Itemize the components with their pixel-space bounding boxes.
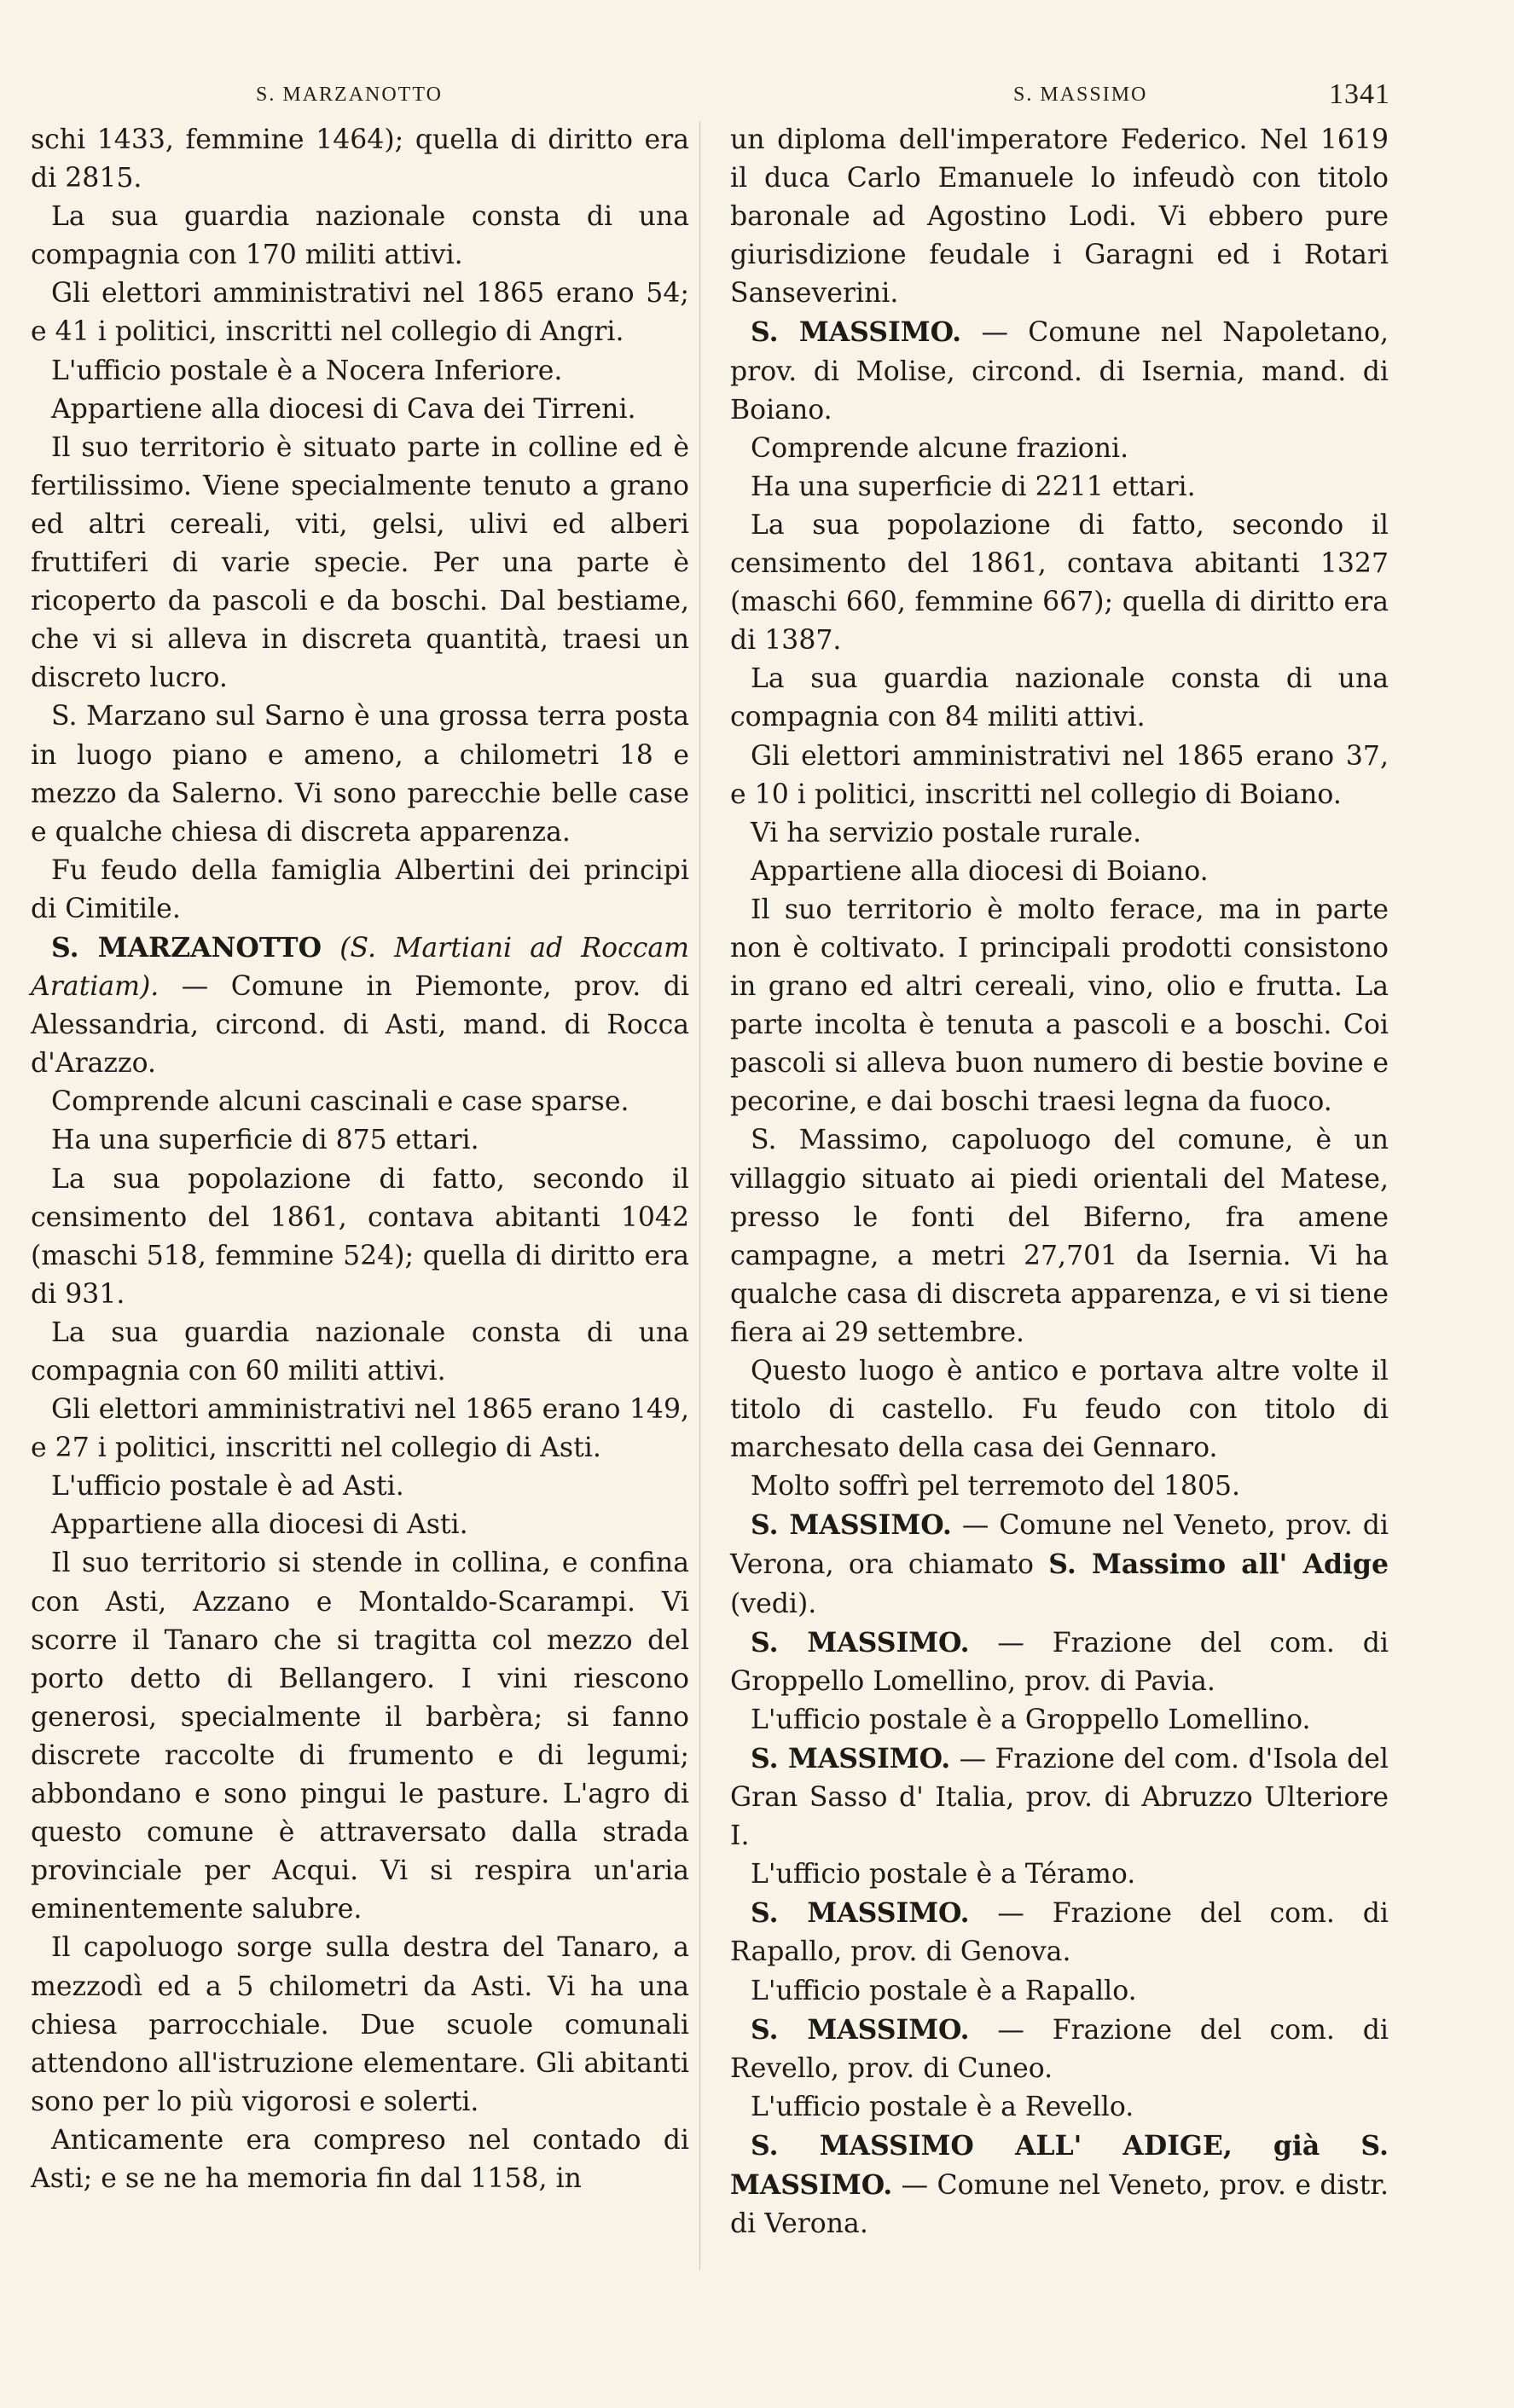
paragraph: L'ufficio postale è ad Asti. xyxy=(51,1471,404,1502)
paragraph: La sua guardia nazionale consta di una compagnia con 84 militi attivi. xyxy=(730,663,1389,733)
paragraph: Il suo territorio è situato parte in colline ed è fertilissimo. Viene specialmente tenuto a grano ed altri cereali, viti, gelsi, ulivi ed alberi fruttiferi di varie specie. Per una parte è ricoperto da pascoli e da boschi. Dal bestiame, che vi si alleva in discreta quantità, traesi un discreto lucro. xyxy=(31,431,689,694)
paragraph: Vi ha servizio postale rurale. xyxy=(751,817,1142,848)
paragraph: L'ufficio postale è a Nocera Inferiore. xyxy=(51,355,563,386)
paragraph: Fu feudo della famiglia Albertini dei principi di Cimitile. xyxy=(31,854,689,924)
paragraph: La sua guardia nazionale consta di una compagnia con 170 militi attivi. xyxy=(31,201,689,271)
left-running-header: S. MARZANOTTO xyxy=(256,84,443,106)
entry-s-massimo-abruzzo xyxy=(730,1739,1389,1855)
entry-s-massimo-all-adige xyxy=(730,2127,1389,2243)
entry-text: — Frazione del com. di Rapallo, prov. di Genova. xyxy=(730,1898,1389,1968)
paragraph: Il suo territorio si stende in collina, e confina con Asti, Azzano e Montaldo-Scarampi. Vi scorre il Tanaro che si tragitta col mezzo del porto detto di Bellangero. I vini riescono generosi, specialmente il barbèra; si fanno discrete raccolte di frumento e di legumi; abbondano e sono pingui le pasture. L'agro di questo comune è attraversato dalla strada provinciale per Acqui. Vi si respira un'aria eminentemente salubre. xyxy=(31,1548,689,1925)
entry-cross-reference: S. Massimo all' Adige xyxy=(1048,1548,1389,1581)
paragraph: La sua popolazione di fatto, secondo il censimento del 1861, contava abitanti 1327 (maschi 660, femmine 667); quella di diritto era di 1387. xyxy=(730,509,1389,657)
entry-s-massimo-genova xyxy=(730,1894,1389,1971)
paragraph: Molto soffrì pel terremoto del 1805. xyxy=(751,1471,1241,1502)
paragraph: L'ufficio postale è a Groppello Lomellino. xyxy=(751,1704,1311,1735)
entry-text: — Comune nel Veneto, prov. e distr. di Verona. xyxy=(730,2169,1389,2240)
entry-headword: S. MASSIMO. xyxy=(751,1742,951,1774)
entry-text: — Comune in Piemonte, prov. di Alessandria, circond. di Asti, mand. di Rocca d'Arazzo. xyxy=(31,971,689,1080)
paragraph: Anticamente era compreso nel contado di Asti; e se ne ha memoria fin dal 1158, in xyxy=(31,2124,689,2194)
entry-headword: S. MASSIMO. xyxy=(751,1509,952,1542)
entry-s-massimo-napoletano xyxy=(730,313,1389,429)
entry-s-massimo-cuneo xyxy=(730,2011,1389,2088)
paragraph: L'ufficio postale è a Téramo. xyxy=(751,1859,1136,1890)
page-number: 1341 xyxy=(1329,78,1390,110)
entry-s-marzanotto xyxy=(31,929,689,1083)
entry-text: — Comune nel Napoletano, prov. di Molise, circond. di Isernia, mand. di Boiano. xyxy=(730,317,1389,425)
entry-text: — Frazione del com. d'Isola del Gran Sasso d' Italia, prov. di Abruzzo Ulteriore I. xyxy=(730,1743,1389,1852)
column-divider xyxy=(699,121,700,2270)
paragraph: La sua guardia nazionale consta di una compagnia con 60 militi attivi. xyxy=(31,1317,689,1386)
entry-text: — Frazione del com. di Groppello Lomellino, prov. di Pavia. xyxy=(730,1627,1389,1697)
entry-headword: S. MASSIMO. xyxy=(751,2013,970,2046)
paragraph: Appartiene alla diocesi di Cava dei Tirreni. xyxy=(51,393,636,425)
paragraph: Gli elettori amministrativi nel 1865 erano 54; e 41 i politici, inscritti nel collegio di Angri. xyxy=(31,278,689,348)
paragraph: Comprende alcune frazioni. xyxy=(751,432,1129,464)
paragraph: un diploma dell'imperatore Federico. Nel 1619 il duca Carlo Emanuele lo infeudò con titolo baronale ad Agostino Lodi. Vi ebbero pure giurisdizione feudale i Garagni ed i Rotari Sanseverini. xyxy=(730,124,1389,310)
paragraph: schi 1433, femmine 1464); quella di diritto era di 2815. xyxy=(31,124,689,194)
entry-text: (vedi). xyxy=(730,1588,817,1619)
right-running-header: S. MASSIMO xyxy=(1013,84,1148,106)
left-column xyxy=(31,121,689,2198)
entry-headword: S. MASSIMO. xyxy=(751,1626,970,1658)
paragraph: Gli elettori amministrativi nel 1865 erano 37, e 10 i politici, inscritti nel collegio di Boiano. xyxy=(730,740,1389,810)
entry-s-massimo-pavia xyxy=(730,1624,1389,1701)
entry-latin-name: (S. Martiani ad Roccam Aratiam). xyxy=(31,932,689,1003)
paragraph: Appartiene alla diocesi di Boiano. xyxy=(751,855,1209,887)
paragraph: S. Marzano sul Sarno è una grossa terra posta in luogo piano e ameno, a chilometri 18 e mezzo da Salerno. Vi sono parecchie belle case e qualche chiesa di discreta apparenza. xyxy=(31,701,689,848)
entry-s-massimo-veneto xyxy=(730,1506,1389,1623)
entry-text: — Comune nel Veneto, prov. di Verona, ora chiamato xyxy=(730,1510,1389,1581)
paragraph: Il capoluogo sorge sulla destra del Tanaro, a mezzodì ed a 5 chilometri da Asti. Vi ha una chiesa parrocchiale. Due scuole comunali attendono all'istruzione elementare. Gli abitanti sono per lo più vigorosi e solerti. xyxy=(31,1932,689,2117)
paragraph: S. Massimo, capoluogo del comune, è un villaggio situato ai piedi orientali del Matese, presso le fonti del Biferno, fra amene campagne, a metri 27,701 da Isernia. Vi ha qualche casa di discreta apparenza, e vi si tiene fiera ai 29 settembre. xyxy=(730,1125,1389,1348)
paragraph: Il suo territorio è molto ferace, ma in parte non è coltivato. I principali prodotti consistono in grano ed altri cereali, vino, olio e frutta. La parte incolta è tenuta a pascoli e a boschi. Coi pascoli si alleva buon numero di bestie bovine e pecorine, e dai boschi traesi legna da fuoco. xyxy=(730,894,1389,1118)
entry-text: — Frazione del com. di Revello, prov. di Cuneo. xyxy=(730,2014,1389,2084)
entry-headword: S. MARZANOTTO xyxy=(51,931,322,964)
paragraph: La sua popolazione di fatto, secondo il censimento del 1861, contava abitanti 1042 (maschi 518, femmine 524); quella di diritto era di 931. xyxy=(31,1163,689,1310)
right-column xyxy=(730,121,1389,2243)
entry-headword: S. MASSIMO ALL' ADIGE, già S. MASSIMO. xyxy=(730,2129,1389,2201)
entry-headword: S. MASSIMO. xyxy=(751,316,962,349)
paragraph: Ha una superficie di 2211 ettari. xyxy=(751,471,1196,502)
paragraph: Questo luogo è antico e portava altre volte il titolo di castello. Fu feudo con titolo di marchesato della casa dei Gennaro. xyxy=(730,1356,1389,1464)
paragraph: Gli elettori amministrativi nel 1865 erano 149, e 27 i politici, inscritti nel collegio di Asti. xyxy=(31,1394,689,1464)
paragraph: Appartiene alla diocesi di Asti. xyxy=(51,1509,468,1541)
entry-headword: S. MASSIMO. xyxy=(751,1897,970,1930)
paragraph: L'ufficio postale è a Rapallo. xyxy=(751,1975,1137,2006)
paragraph: Ha una superficie di 875 ettari. xyxy=(51,1125,479,1156)
paragraph: Comprende alcuni cascinali e case sparse. xyxy=(51,1086,629,1118)
paragraph: L'ufficio postale è a Revello. xyxy=(751,2091,1134,2122)
